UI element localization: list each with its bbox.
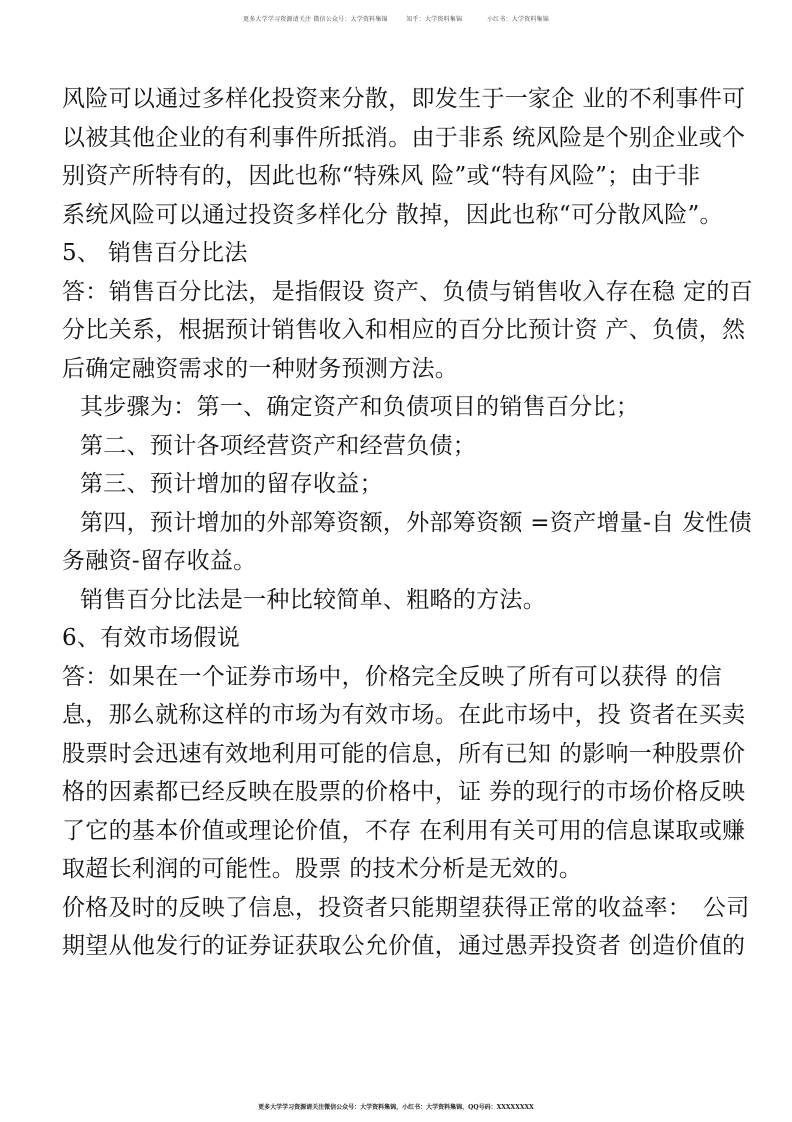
text-line: 分比关系，根据预计销售收入和相应的百分比预计资 产、负债，然: [62, 317, 746, 343]
text-line: 以被其他企业的有利事件所抵消。由于非系 统风险是个别企业或个: [62, 124, 746, 151]
text-line: 销售百分比法是一种比较简单、粗略的方法。: [80, 586, 546, 613]
page-footer: 更多大学学习资源请关注微信公众号：大学资料集锦，小红书：大学资料集锦，QQ号码：XXXXXXXX: [258, 1104, 534, 1111]
text-line: 其步骤为：第一、确定资产和负债项目的销售百分比；: [80, 394, 640, 420]
text-line: 格的因素都已经反映在股票的价格中，证 券的现行的市场价格反映: [62, 779, 746, 805]
text-line: 答：如果在一个证券市场中，价格完全反映了所有可以获得 的信: [62, 663, 723, 690]
text-line: 6、有效市场假说: [62, 625, 241, 651]
text-line: 了它的基本价值或理论价值，不存 在利用有关可用的信息谋取或赚: [62, 817, 746, 844]
text-line: 第二、预计各项经营资产和经营负债；: [80, 432, 477, 459]
text-line: 期望从他发行的证券证获取公允价值，通过愚弄投资者 创造价值的: [62, 933, 746, 959]
text-line: 5、 销售百分比法: [62, 240, 248, 266]
text-line: 系统风险可以通过投资多样化分 散掉，因此也称“可分散风险”。: [62, 201, 723, 228]
text-line: 答：销售百分比法，是指假设 资产、负债与销售收入存在稳 定的百: [62, 278, 753, 305]
text-line: 务融资-留存收益。: [62, 548, 257, 574]
text-line: 股票时会迅速有效地利用可能的信息，所有已知 的影响一种股票价: [62, 740, 746, 767]
text-line: 第四，预计增加的外部筹资额，外部筹资额 =资产增量-自 发性债: [80, 509, 752, 536]
text-line: 价格及时的反映了信息，投资者只能期望获得正常的收益率： 公司: [62, 894, 750, 921]
document-body: [62, 80, 752, 966]
text-line: 取超长利润的可能性。股票 的技术分析是无效的。: [62, 856, 583, 882]
text-line: 风险可以通过多样化投资来分散，即发生于一家企 业的不利事件可: [62, 86, 746, 112]
text-line: 息，那么就称这样的市场为有效市场。在此市场中，投 资者在买卖: [62, 702, 746, 728]
text-line: 后确定融资需求的一种财务预测方法。: [62, 355, 459, 382]
page-header: 更多大学学习资源请关注 微信公众号：大学资料集锦 知乎：大学资料集锦 小红书：大学资料集锦: [243, 16, 549, 23]
text-line: 第三、预计增加的留存收益；: [80, 471, 383, 497]
text-line: 别资产所特有的，因此也称“特殊风 险”或“特有风险”；由于非: [62, 163, 701, 189]
